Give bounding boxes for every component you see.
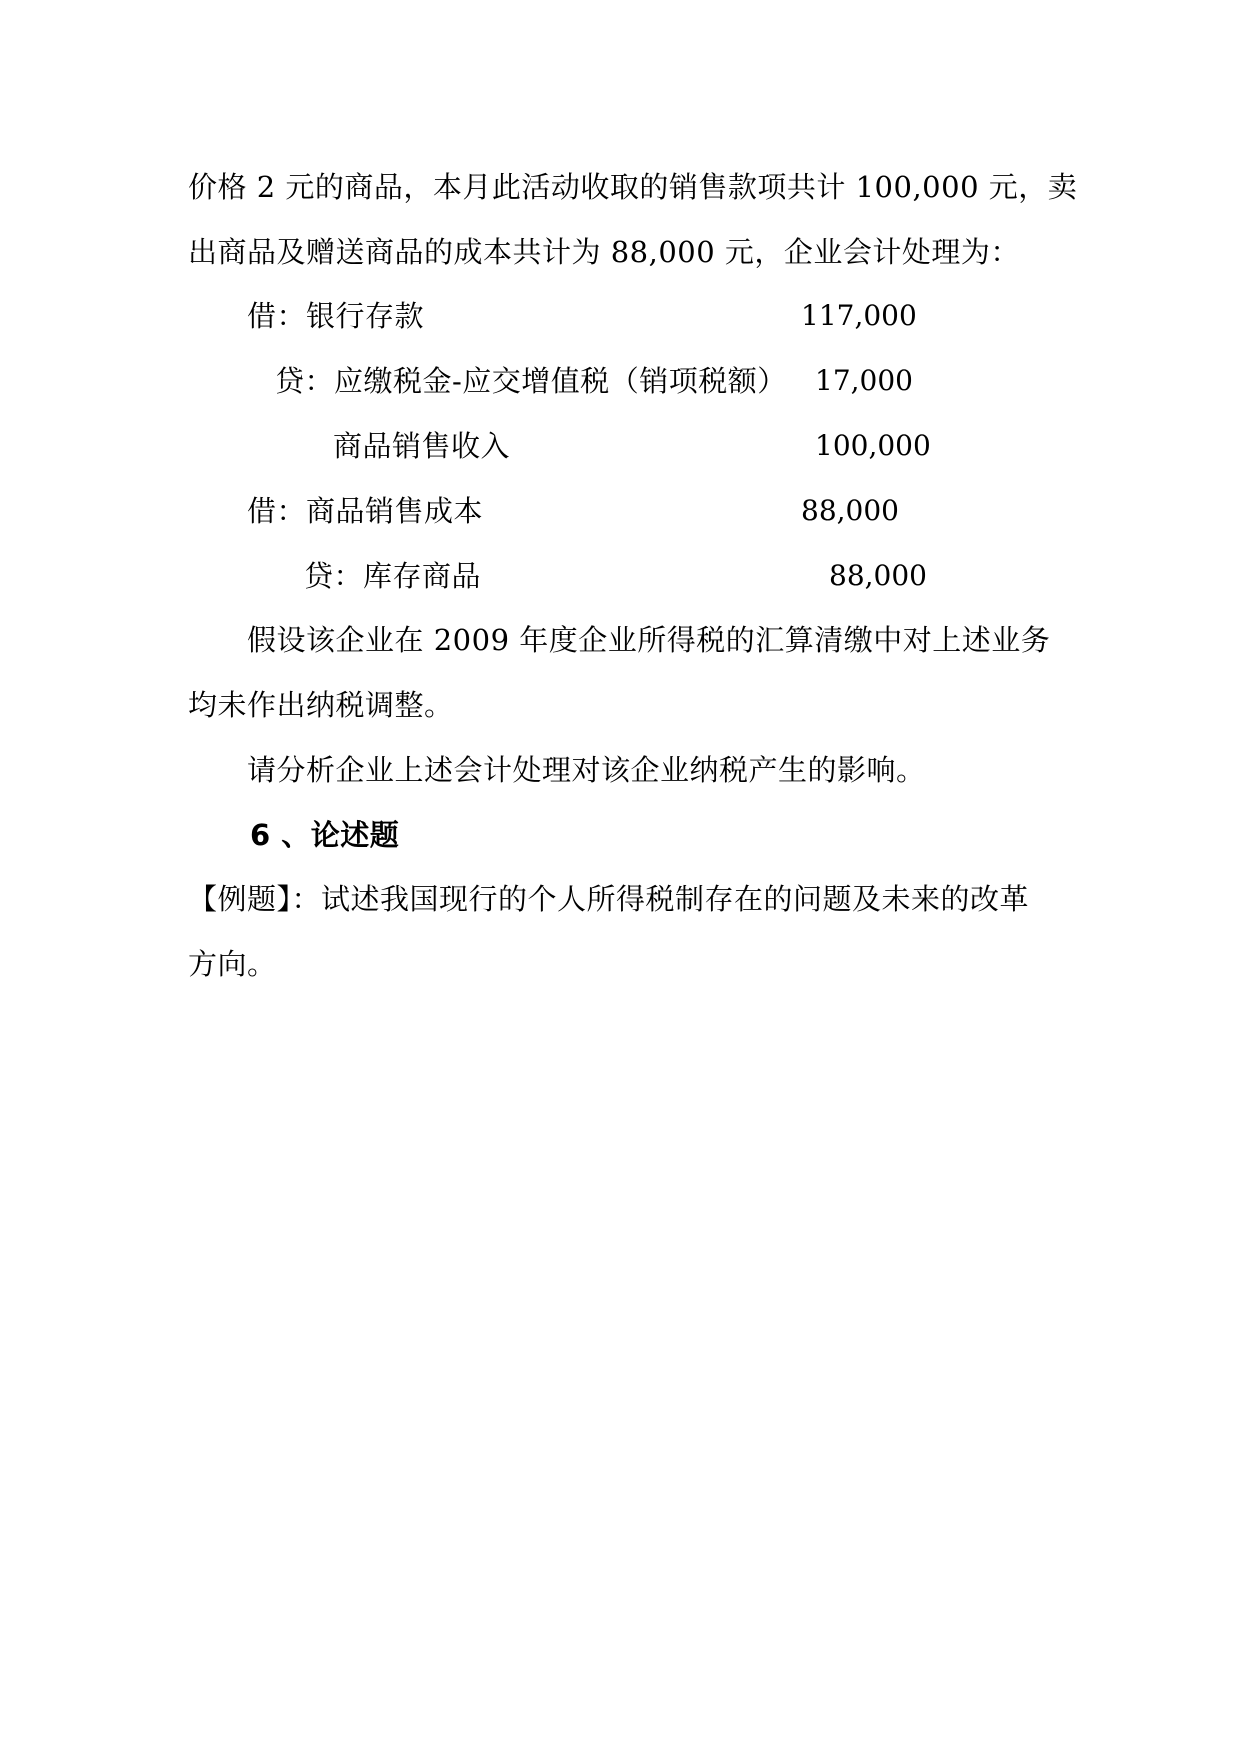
paragraph-line: 请分析企业上述会计处理对该企业纳税产生的影响。: [247, 753, 926, 787]
paragraph-line: 假设该企业在 2009 年度企业所得税的汇算清缴中对上述业务: [247, 623, 1051, 657]
journal-entry-amount: 88,000: [829, 559, 927, 592]
journal-entry-amount: 88,000: [801, 494, 899, 527]
journal-entry-label: 贷：应缴税金-应交增值税（销项税额）: [275, 364, 787, 398]
journal-entry-amount: 17,000: [815, 364, 913, 397]
section-heading: 6 、论述题: [250, 818, 400, 852]
paragraph-line: 出商品及赠送商品的成本共计为 88,000 元，企业会计处理为：: [188, 235, 1020, 269]
paragraph-line: 价格 2 元的商品，本月此活动收取的销售款项共计 100,000 元，卖: [188, 170, 1078, 204]
journal-entry-label: 商品销售收入: [333, 429, 511, 463]
example-line: 【例题】：试述我国现行的个人所得税制存在的问题及未来的改革: [188, 882, 1030, 916]
example-line: 方向。: [188, 947, 277, 981]
journal-entry-amount: 117,000: [801, 299, 917, 332]
paragraph-line: 均未作出纳税调整。: [188, 688, 454, 722]
journal-entry-label: 贷：库存商品: [304, 559, 482, 593]
journal-entry-label: 借：商品销售成本: [247, 494, 484, 528]
journal-entry-label: 借：银行存款: [247, 299, 425, 333]
journal-entry-amount: 100,000: [815, 429, 931, 462]
